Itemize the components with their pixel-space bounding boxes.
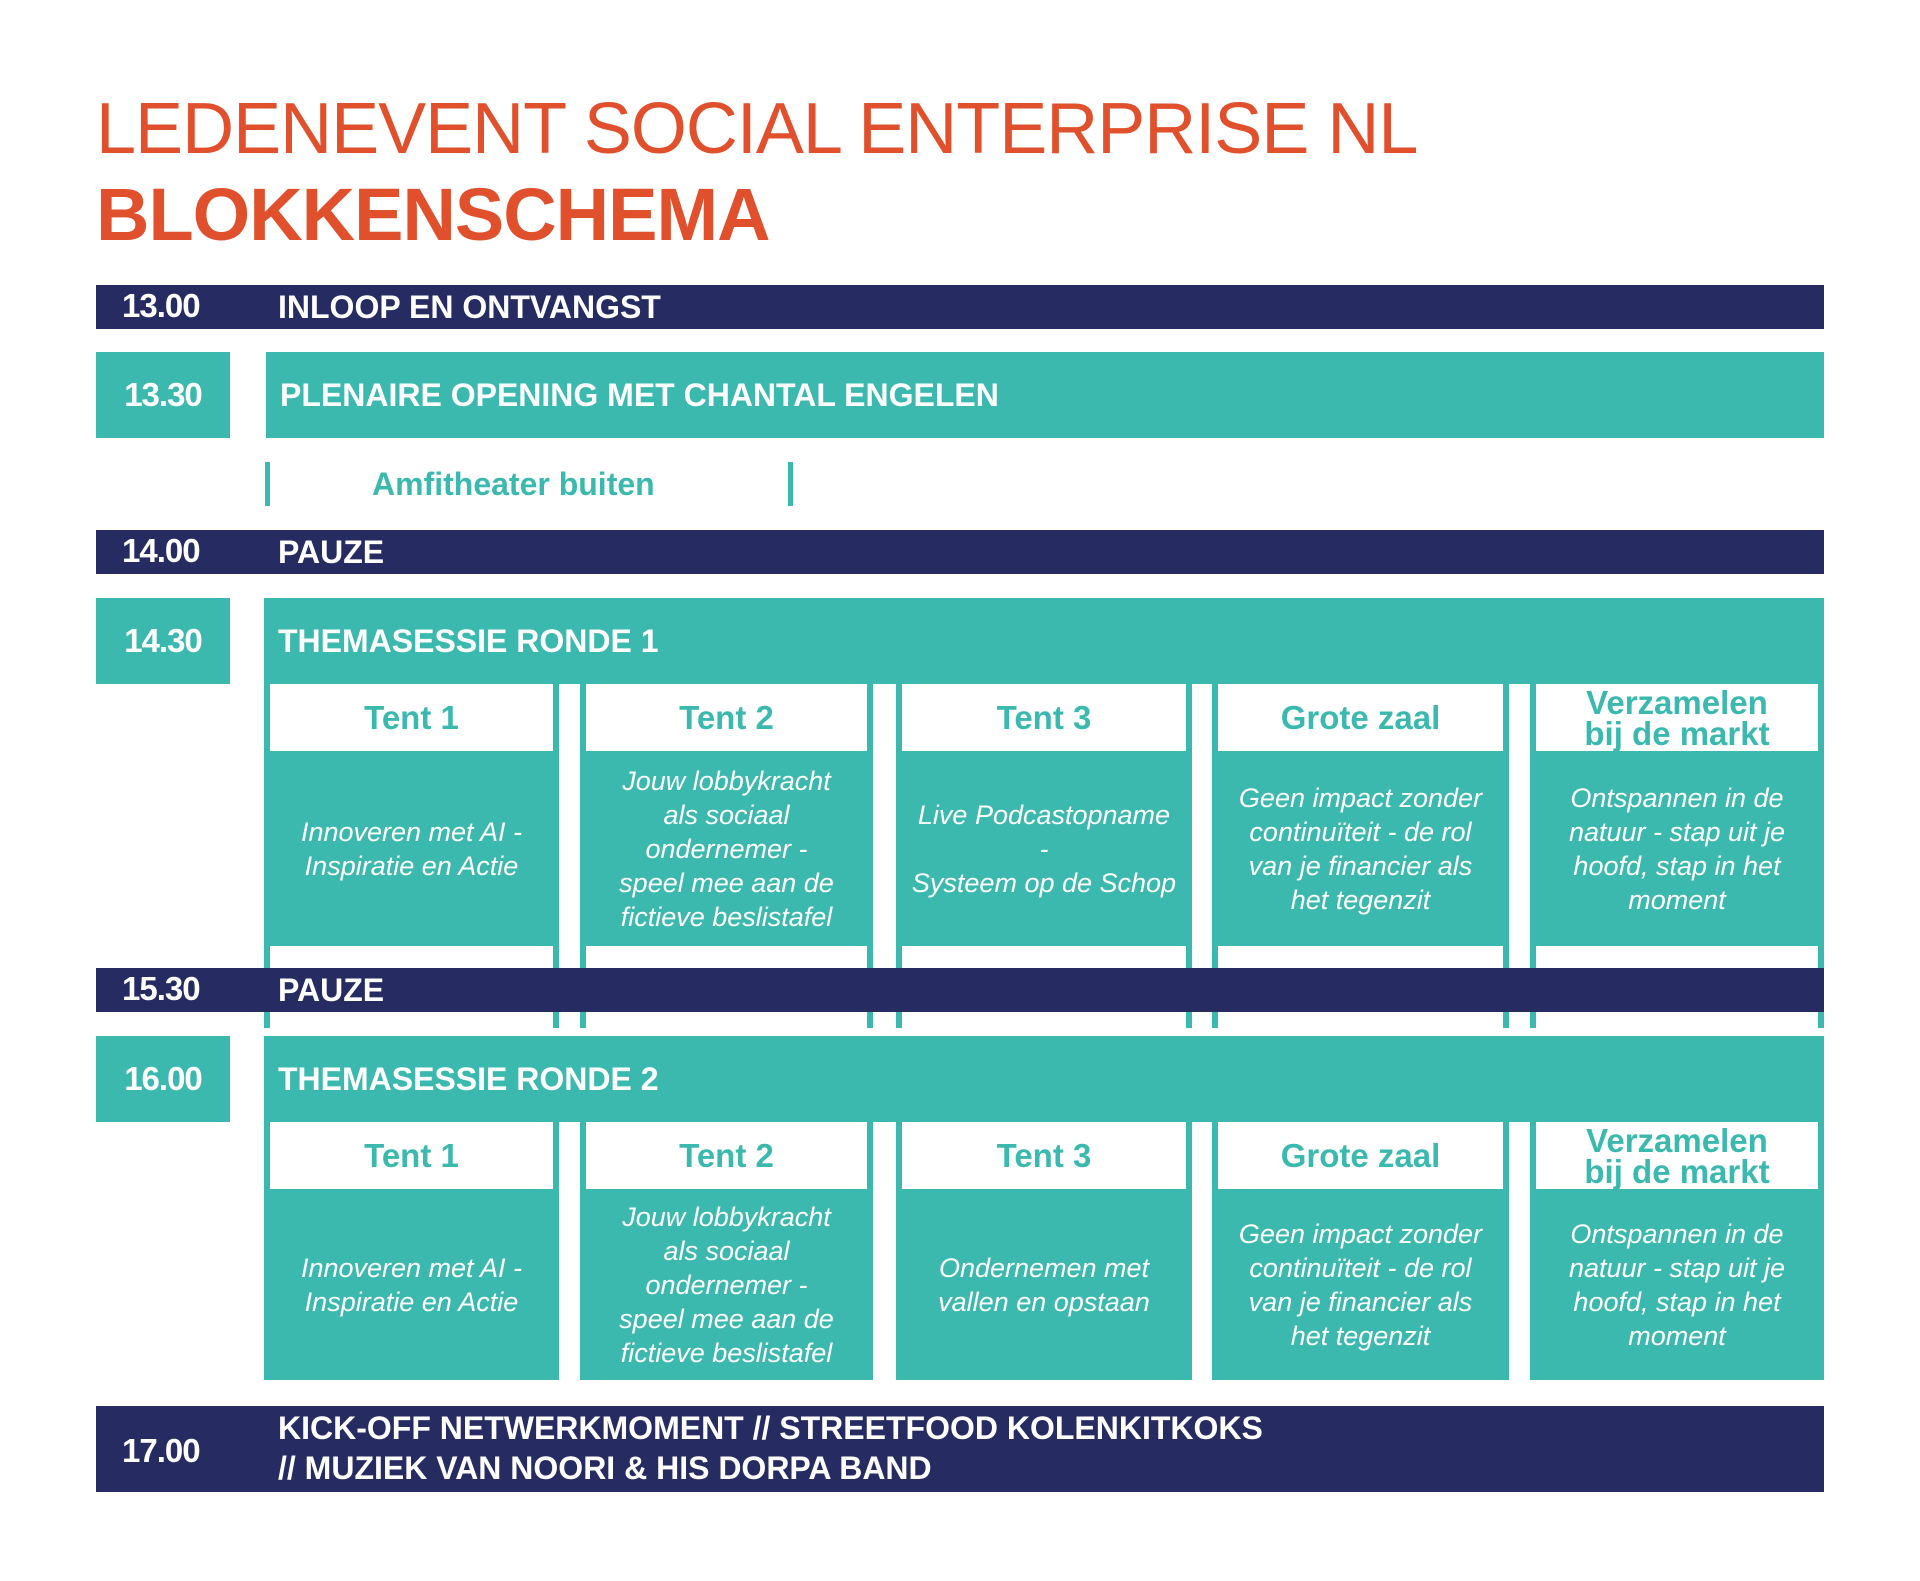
session-title: Innoveren met AI - Inspiratie en Actie (300, 1252, 523, 1317)
session-title: Geen impact zonder continuïteit - de rol van je financier als het tegenzit (1238, 782, 1483, 915)
session-title: Ondernemen met vallen en opstaan (938, 1252, 1150, 1317)
slot-time: 14.00 (122, 532, 200, 569)
session-title: Ontspannen in de natuur - stap uit je hoofd, stap in het moment (1568, 782, 1786, 915)
slot-label-line-1: KICK-OFF NETWERKMOMENT // STREETFOOD KOLENKITKOKS (278, 1410, 1263, 1446)
room-markt: Verzamelen bij de markt (1536, 1122, 1818, 1189)
slot-ronde-2: THEMASESSIE RONDE 2 (264, 1036, 1824, 1122)
slot-opening: PLENAIRE OPENING MET CHANTAL ENGELEN (266, 352, 1824, 438)
page-title: LEDENEVENT SOCIAL ENTERPRISE NL (96, 89, 1418, 169)
slot-label: PAUZE (278, 972, 385, 1008)
time-ronde-2: 16.00 (96, 1036, 230, 1122)
room-tent-1: Tent 1 (270, 1122, 553, 1189)
session-title: Jouw lobbykracht als sociaal ondernemer - speel mee aan de fictieve beslistafel (619, 765, 834, 932)
room-tent-2: Tent 2 (586, 684, 867, 751)
slot-pauze-2 (96, 968, 1824, 1012)
time-ronde-1: 14.30 (96, 598, 230, 684)
session-title: Geen impact zonder continuïteit - de rol van je financier als het tegenzit (1238, 1218, 1483, 1351)
slot-kickoff (96, 1406, 1824, 1492)
slot-ronde-1: THEMASESSIE RONDE 1 (264, 598, 1824, 684)
venue-divider-right (788, 462, 793, 506)
slot-pauze-1 (96, 530, 1824, 574)
room-tent-3: Tent 3 (902, 684, 1186, 751)
session-title: Live Podcastopname - Systeem op de Schop (911, 799, 1177, 898)
session-title: Jouw lobbykracht als sociaal ondernemer - speel mee aan de fictieve beslistafel (619, 1201, 834, 1368)
room-grote-zaal: Grote zaal (1218, 684, 1503, 751)
slot-time: 15.30 (122, 970, 200, 1007)
slot-time: 17.00 (122, 1432, 200, 1469)
session-title: Ontspannen in de natuur - stap uit je hoofd, stap in het moment (1568, 1218, 1786, 1351)
time-opening: 13.30 (96, 352, 230, 438)
room-markt: Verzamelen bij de markt (1536, 684, 1818, 751)
slot-label: PAUZE (278, 534, 385, 570)
room-tent-1: Tent 1 (270, 684, 553, 751)
page-subtitle: BLOKKENSCHEMA (96, 173, 770, 256)
slot-label: INLOOP EN ONTVANGST (278, 289, 661, 325)
room-tent-2: Tent 2 (586, 1122, 867, 1189)
room-grote-zaal: Grote zaal (1218, 1122, 1503, 1189)
slot-label-line-2: // MUZIEK VAN NOORI & HIS DORPA BAND (278, 1450, 932, 1486)
venue-divider-left (265, 462, 270, 506)
slot-inloop (96, 285, 1824, 329)
session-title: Innoveren met AI - Inspiratie en Actie (300, 816, 523, 881)
room-tent-3: Tent 3 (902, 1122, 1186, 1189)
venue-label: Amfitheater buiten (372, 466, 655, 502)
slot-time: 13.00 (122, 287, 200, 324)
